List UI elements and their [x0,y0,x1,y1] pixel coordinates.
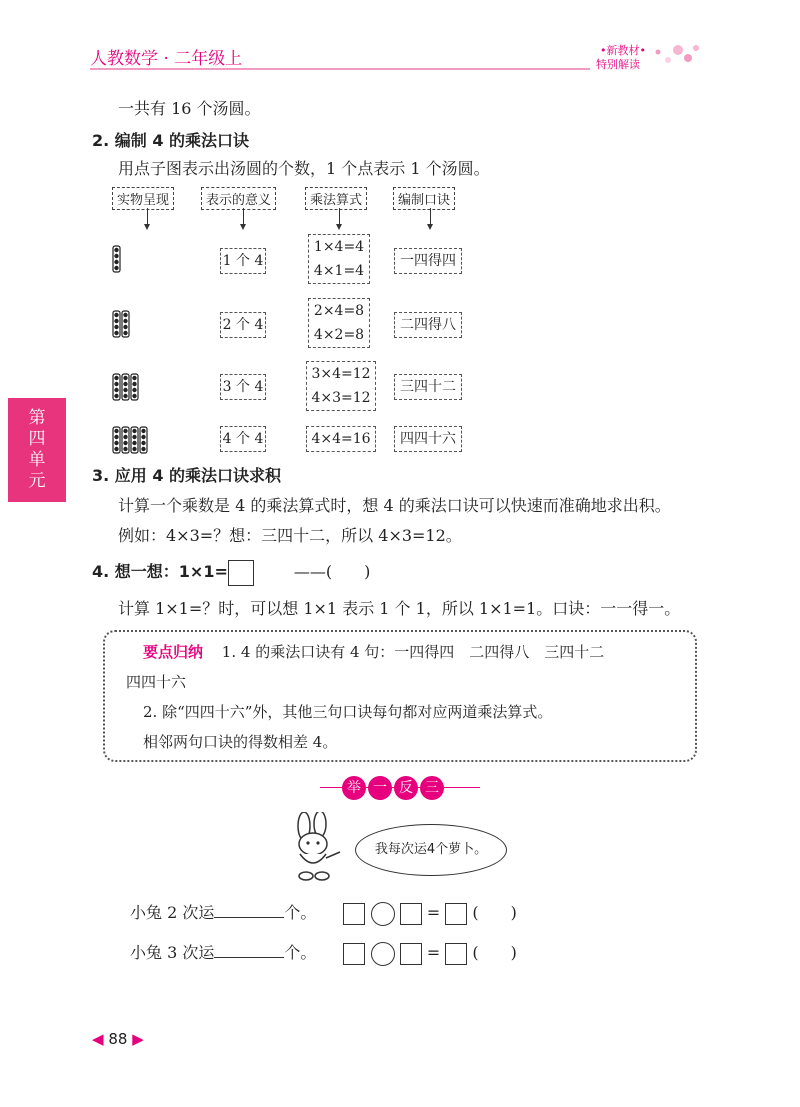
rabbit-illustration-icon [278,812,358,886]
tangyuan-dot [141,447,145,451]
side-tab-char: 第 [28,408,46,428]
header-badge-line2: 特别解读 [596,58,640,71]
tangyuan-dot [114,254,118,258]
operator-circle[interactable] [371,902,395,926]
next-page-icon[interactable]: ▶ [132,1030,144,1048]
tangyuan-dot [132,435,136,439]
tangyuan-dot [132,394,136,398]
prev-page-icon[interactable]: ◀ [92,1030,104,1048]
unit-side-tab [8,398,66,502]
section2-title: 2. 编制 4 的乘法口诀 [92,131,250,150]
answer-blank[interactable] [214,943,284,958]
section4-answer: 计算 1×1=？时，可以想 1×1 表示 1 个 1，所以 1×1=1。口诀：一一得一。 [118,599,681,618]
intro-line: 一共有 16 个汤圆。 [118,99,261,118]
equation: 4×2=8 [313,327,365,343]
section3-line1: 计算一个乘数是 4 的乘法算式时，想 4 的乘法口诀可以快速而准确地求出积。 [118,496,671,515]
meaning-box: 4 个 4 [220,426,266,452]
tangyuan-dot [114,429,118,433]
side-tab-char: 四 [28,429,46,449]
equation-box [308,234,370,284]
equation: 2×4=8 [313,303,365,319]
tangyuan-dot [141,435,145,439]
equation-box: 4×4=16 [306,426,376,452]
rhyme-box: 一四得四 [394,248,462,274]
dot-array [112,426,152,458]
practice-banner [342,776,444,800]
tangyuan-dot [114,325,118,329]
key-points-line [143,641,604,662]
rhyme-box: 二四得八 [394,312,462,338]
tangyuan-dot [123,319,127,323]
tangyuan-dot [123,441,127,445]
section4-row [92,559,370,586]
tangyuan-dot [114,260,118,264]
tangyuan-dot [141,441,145,445]
tangyuan-dot [123,388,127,392]
tangyuan-dot [123,435,127,439]
header-badge-line1: •新教材• [600,44,646,57]
side-tab-char: 元 [28,471,46,491]
tangyuan-dot [123,429,127,433]
dot-array [112,245,125,277]
banner-char: 举 [342,776,366,800]
tangyuan-dot [132,388,136,392]
tangyuan-dot [114,435,118,439]
side-tab-char: 单 [28,450,46,470]
answer-square[interactable] [445,903,467,925]
dot-array [112,310,134,342]
tangyuan-dot [132,376,136,380]
page-number: 88 [108,1030,128,1048]
meaning-box: 3 个 4 [220,374,266,400]
tangyuan-dot [114,441,118,445]
key-points-label: 要点归纳 [143,643,204,661]
tangyuan-dot [114,388,118,392]
equals-sign: = [426,903,441,922]
unit-text: 个。 [284,943,317,962]
practice-row-1 [130,900,517,926]
answer-blank[interactable] [214,903,284,918]
tangyuan-dot [123,331,127,335]
tangyuan-dot [123,447,127,451]
column-header: 实物呈现 [112,187,174,210]
column-header: 编制口诀 [393,187,455,210]
section4-title: 4. 想一想：1×1= [92,562,228,581]
question-prefix: 小兔 3 次运 [130,943,215,962]
rhyme-paren[interactable]: ( ) [472,943,517,962]
tangyuan-dot [114,376,118,380]
banner-char: 反 [394,776,418,800]
equation: 3×4=12 [311,366,371,382]
key-point-1a: 1. 4 的乘法口诀有 4 句：一四得四 二四得八 三四十二 [221,643,605,661]
equals-sign: = [426,943,441,962]
equation: 1×4=4 [313,239,365,255]
equation: 4×1=4 [313,263,365,279]
equation-box [308,298,370,348]
tangyuan-dot [114,313,118,317]
practice-row-2 [130,940,517,966]
answer-square[interactable] [343,903,365,925]
section3-title: 3. 应用 4 的乘法口诀求积 [92,466,282,485]
tangyuan-dot [114,266,118,270]
column-header: 表示的意义 [201,187,276,210]
tangyuan-dot [132,382,136,386]
answer-square[interactable] [400,903,422,925]
down-arrow-icon [430,208,431,226]
unit-text: 个。 [284,903,317,922]
tangyuan-dot [114,394,118,398]
rhyme-box: 四四十六 [394,426,462,452]
answer-square[interactable] [445,943,467,965]
dot-array-svg [112,245,125,273]
meaning-box: 2 个 4 [220,312,266,338]
tangyuan-dot [123,325,127,329]
section4-suffix: ——( ) [293,562,371,581]
down-arrow-icon [339,208,340,226]
section3-line2: 例如：4×3=？想：三四十二，所以 4×3=12。 [118,526,462,545]
key-point-2b: 相邻两句口诀的得数相差 4。 [143,733,338,751]
tangyuan-dot [132,429,136,433]
tangyuan-dot [123,313,127,317]
operator-circle[interactable] [371,942,395,966]
tangyuan-dot [114,447,118,451]
dot-array-svg [112,373,143,401]
tangyuan-dot [123,376,127,380]
column-header: 乘法算式 [305,187,367,210]
running-header-title: 人教数学 · 二年级上 [90,49,243,69]
tangyuan-dot [141,429,145,433]
meaning-box: 1 个 4 [220,248,266,274]
tangyuan-dot [114,382,118,386]
dot-array-svg [112,310,134,338]
key-point-2a: 2. 除“四四十六”外，其他三句口诀每句都对应两道乘法算式。 [143,703,553,721]
down-arrow-icon [243,208,244,226]
rhyme-box: 三四十二 [394,374,462,400]
rhyme-paren[interactable]: ( ) [472,903,517,922]
tangyuan-dot [132,441,136,445]
dot-array-svg [112,426,152,454]
tangyuan-dot [114,248,118,252]
dot-array [112,373,143,405]
tangyuan-dot [123,382,127,386]
answer-square[interactable] [343,943,365,965]
banner-char: 三 [420,776,444,800]
equation: 4×3=12 [311,390,371,406]
page-footer [92,1030,144,1048]
down-arrow-icon [147,208,148,226]
answer-square[interactable] [400,943,422,965]
question-prefix: 小兔 2 次运 [130,903,215,922]
equation-box [306,361,376,411]
banner-char: 一 [368,776,392,800]
tangyuan-dot [132,447,136,451]
speech-bubble: 我每次运4个萝卜。 [355,824,507,876]
answer-square [228,560,254,586]
tangyuan-dot [123,394,127,398]
tangyuan-dot [114,331,118,335]
header-rule [90,68,590,70]
key-point-1b: 四四十六 [126,673,187,691]
tangyuan-dot [114,319,118,323]
section2-desc: 用点子图表示出汤圆的个数，1 个点表示 1 个汤圆。 [118,159,490,178]
